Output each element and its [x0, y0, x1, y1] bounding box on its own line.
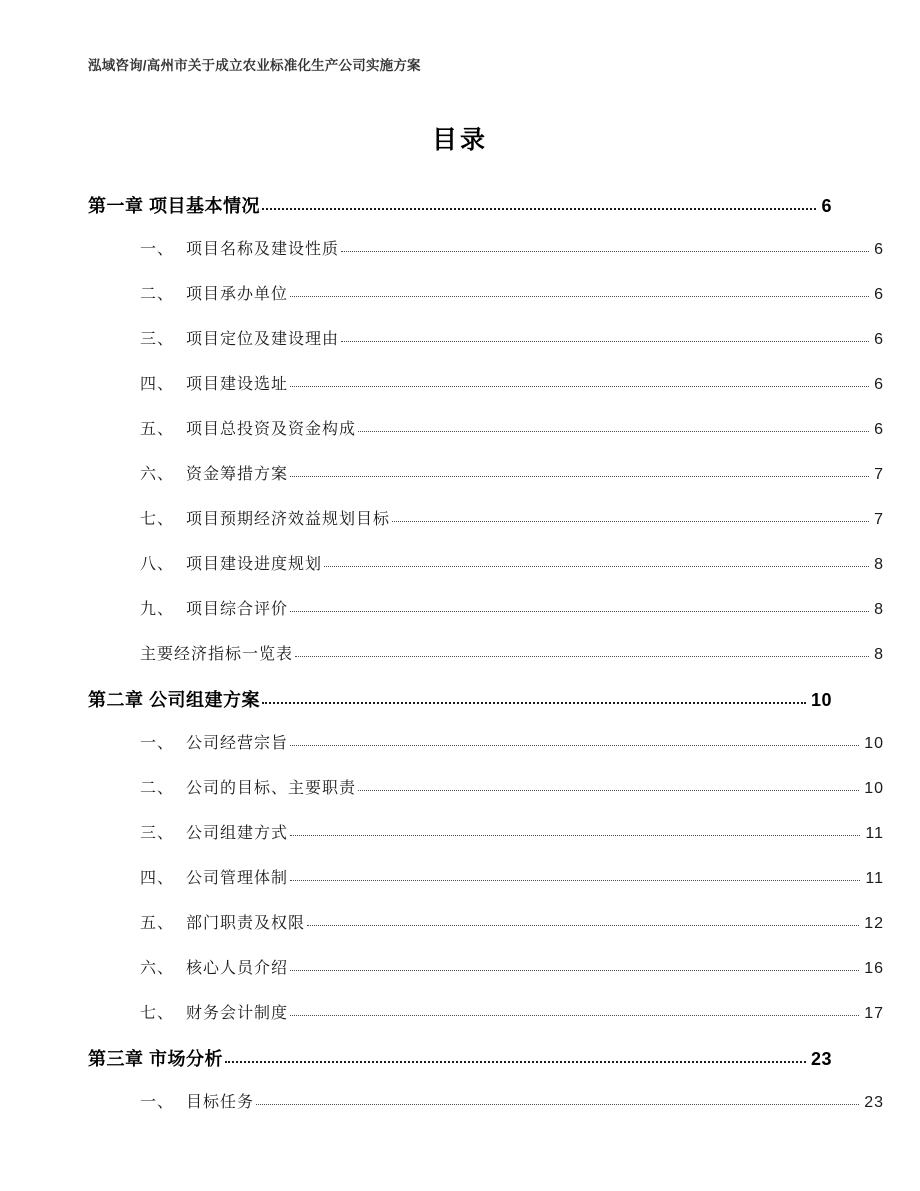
toc-entry-page: 6 — [874, 241, 884, 258]
toc-entry-label — [140, 775, 356, 798]
toc-chapter-entry[interactable] — [88, 1045, 832, 1071]
toc-entry-text: 目标任务 — [186, 1094, 255, 1111]
toc-leader-dots — [341, 327, 869, 342]
toc-entry-page: 11 — [865, 870, 884, 887]
toc-section-entry[interactable] — [140, 641, 884, 664]
toc-entry-label — [140, 865, 288, 888]
toc-section-entry[interactable] — [140, 865, 884, 888]
toc-entry-text: 市场分析 — [149, 1049, 224, 1069]
toc-entry-text: 公司的目标、主要职责 — [186, 780, 357, 797]
toc-section-entry[interactable] — [140, 820, 884, 843]
toc-section-entry[interactable] — [140, 596, 884, 619]
toc-entry-label — [140, 730, 288, 753]
toc-entry-index: 四、 — [140, 376, 175, 393]
toc-entry-text: 项目建设选址 — [186, 376, 289, 393]
toc-entry-label — [140, 461, 288, 484]
toc-section-entry[interactable] — [140, 326, 884, 349]
toc-entry-label — [140, 641, 293, 664]
toc-entry-label — [140, 506, 390, 529]
toc-section-entry[interactable] — [140, 371, 884, 394]
toc-entry-text: 项目承办单位 — [186, 286, 289, 303]
toc-entry-text: 资金筹措方案 — [186, 466, 289, 483]
toc-entry-index: 二、 — [140, 780, 175, 797]
toc-section-entry[interactable] — [140, 910, 884, 933]
toc-entry-text: 部门职责及权限 — [186, 915, 306, 932]
toc-entry-label — [88, 192, 260, 218]
toc-entry-label — [140, 416, 356, 439]
toc-entry-label — [140, 326, 339, 349]
toc-entry-page: 12 — [864, 915, 884, 932]
toc-leader-dots — [290, 956, 859, 971]
toc-entry-label — [140, 1000, 288, 1023]
toc-section-entry[interactable] — [140, 551, 884, 574]
toc-entry-label — [88, 686, 260, 712]
toc-leader-dots — [290, 1001, 859, 1016]
toc-entry-index: 一、 — [140, 241, 175, 258]
toc-leader-dots — [392, 507, 869, 522]
toc-entry-page: 8 — [874, 556, 884, 573]
toc-entry-page: 16 — [864, 960, 884, 977]
toc-entry-index: 八、 — [140, 556, 175, 573]
toc-entry-page: 17 — [864, 1005, 884, 1022]
toc-entry-text: 项目定位及建设理由 — [186, 331, 340, 348]
toc-section-entry[interactable] — [140, 416, 884, 439]
toc-leader-dots — [290, 282, 869, 297]
toc-entry-index: 七、 — [140, 511, 175, 528]
toc-entry-page: 10 — [810, 690, 832, 710]
toc-entry-page: 8 — [874, 646, 884, 663]
toc-leader-dots — [307, 911, 859, 926]
toc-leader-dots — [262, 687, 806, 704]
toc-leader-dots — [290, 372, 869, 387]
page-title: 目录 — [431, 126, 488, 154]
toc-entry-label — [140, 236, 339, 259]
toc-entry-text: 项目名称及建设性质 — [186, 241, 340, 258]
toc-entry-index: 一、 — [140, 735, 175, 752]
toc-entry-page: 11 — [865, 825, 884, 842]
toc-entry-page: 8 — [874, 601, 884, 618]
toc-leader-dots — [262, 193, 816, 210]
toc-entry-page: 23 — [810, 1049, 832, 1069]
toc-entry-label — [140, 281, 288, 304]
toc-entry-text: 财务会计制度 — [186, 1005, 289, 1022]
toc-leader-dots — [290, 821, 860, 836]
toc-entry-label — [140, 910, 305, 933]
toc-leader-dots — [225, 1046, 806, 1063]
toc-entry-label — [140, 596, 288, 619]
toc-entry-page: 6 — [821, 196, 832, 216]
toc-entry-page: 6 — [874, 421, 884, 438]
toc-entry-page: 6 — [874, 331, 884, 348]
toc-entry-index: 六、 — [140, 960, 175, 977]
toc-entry-label — [140, 371, 288, 394]
toc-leader-dots — [290, 597, 869, 612]
toc-section-entry[interactable] — [140, 730, 884, 753]
toc-leader-dots — [290, 866, 860, 881]
toc-entry-label — [140, 551, 322, 574]
toc-entry-index: 第二章 — [88, 690, 144, 710]
toc-entry-page: 6 — [874, 376, 884, 393]
toc-entry-text: 项目综合评价 — [186, 601, 289, 618]
toc-leader-dots — [290, 462, 869, 477]
toc-entry-page: 10 — [864, 780, 884, 797]
toc-entry-text: 主要经济指标一览表 — [140, 646, 294, 663]
toc-chapter-entry[interactable] — [88, 192, 832, 218]
toc-entry-page: 7 — [874, 466, 884, 483]
toc-entry-label — [140, 1089, 254, 1112]
toc-entry-text: 公司经营宗旨 — [186, 735, 289, 752]
toc-entry-index: 一、 — [140, 1094, 175, 1111]
toc-entry-index: 九、 — [140, 601, 175, 618]
toc-section-entry[interactable] — [140, 506, 884, 529]
toc-entry-label — [88, 1045, 223, 1071]
toc-section-entry[interactable] — [140, 775, 884, 798]
toc-entry-label — [140, 820, 288, 843]
toc-section-entry[interactable] — [140, 955, 884, 978]
toc-entry-index: 五、 — [140, 421, 175, 438]
toc-entry-page: 7 — [874, 511, 884, 528]
toc-leader-dots — [290, 731, 859, 746]
toc-leader-dots — [358, 776, 859, 791]
toc-entry-index: 四、 — [140, 870, 175, 887]
toc-leader-dots — [256, 1090, 859, 1105]
toc-entry-text: 公司组建方式 — [186, 825, 289, 842]
toc-entry-index: 三、 — [140, 825, 175, 842]
toc-entry-page: 6 — [874, 286, 884, 303]
toc-entry-text: 项目总投资及资金构成 — [186, 421, 357, 438]
table-of-contents — [88, 192, 884, 1112]
toc-entry-label — [140, 955, 288, 978]
toc-section-entry[interactable] — [140, 461, 884, 484]
toc-entry-page: 10 — [864, 735, 884, 752]
toc-entry-page: 23 — [864, 1094, 884, 1111]
toc-entry-text: 项目基本情况 — [149, 196, 261, 216]
document-header: 泓域咨询/高州市关于成立农业标准化生产公司实施方案 — [88, 58, 421, 73]
toc-entry-text: 项目建设进度规划 — [186, 556, 323, 573]
toc-entry-index: 七、 — [140, 1005, 175, 1022]
toc-leader-dots — [324, 552, 869, 567]
toc-entry-text: 核心人员介绍 — [186, 960, 289, 977]
toc-section-entry[interactable] — [140, 1089, 884, 1112]
toc-leader-dots — [358, 417, 869, 432]
toc-entry-index: 五、 — [140, 915, 175, 932]
toc-chapter-entry[interactable] — [88, 686, 832, 712]
toc-leader-dots — [341, 237, 869, 252]
toc-entry-index: 第一章 — [88, 196, 144, 216]
toc-entry-index: 三、 — [140, 331, 175, 348]
toc-entry-index: 六、 — [140, 466, 175, 483]
toc-entry-text: 项目预期经济效益规划目标 — [186, 511, 391, 528]
toc-leader-dots — [295, 642, 869, 657]
toc-section-entry[interactable] — [140, 281, 884, 304]
toc-section-entry[interactable] — [140, 236, 884, 259]
toc-entry-index: 二、 — [140, 286, 175, 303]
toc-entry-index: 第三章 — [88, 1049, 144, 1069]
toc-section-entry[interactable] — [140, 1000, 884, 1023]
toc-entry-text: 公司管理体制 — [186, 870, 289, 887]
toc-entry-text: 公司组建方案 — [149, 690, 261, 710]
